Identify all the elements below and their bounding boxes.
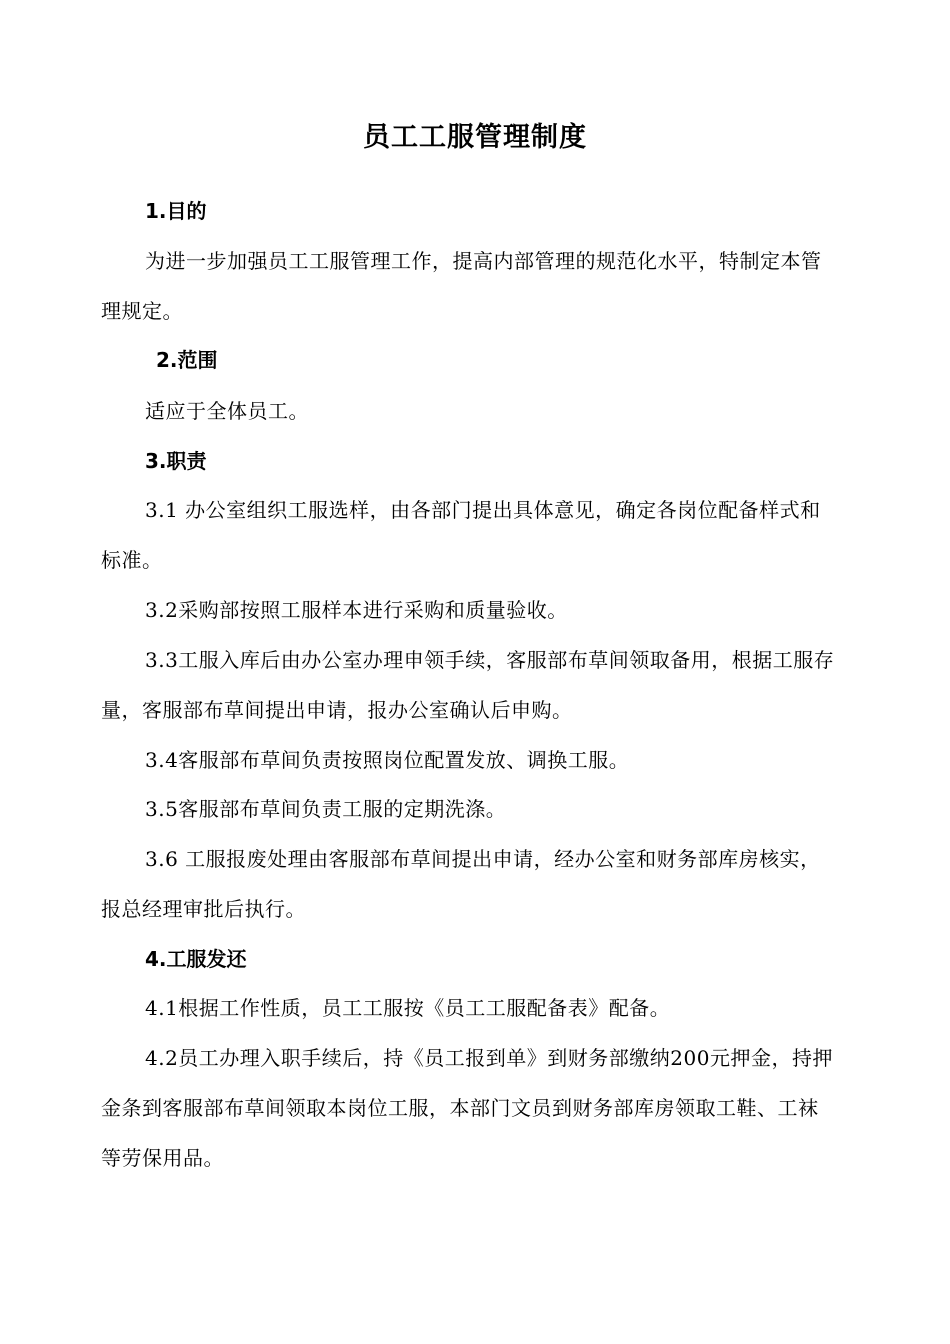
paragraph-3-4: 3.4客服部布草间负责按照岗位配置发放、调换工服。 [145,748,630,772]
paragraph-3-6: 3.6 工服报废处理由客服部布草间提出申请，经办公室和财务部库房核实，报总经理审批后执行。 [101,847,821,921]
paragraph-3-5: 3.5客服部布草间负责工服的定期洗涤。 [145,797,507,821]
section-heading-scope: 2.范围 [156,348,218,372]
section-heading-issuance: 4.工服发还 [145,947,247,971]
section-heading-responsibilities: 3.职责 [145,449,207,473]
document-title: 员工工服管理制度 [363,122,587,153]
paragraph-scope: 适应于全体员工。 [145,399,309,423]
paragraph-3-1: 3.1 办公室组织工服选样，由各部门提出具体意见，确定各岗位配备样式和标准。 [101,498,821,572]
section-heading-purpose: 1.目的 [145,199,207,223]
paragraph-purpose: 为进一步加强员工工服管理工作，提高内部管理的规范化水平，特制定本管理规定。 [101,249,822,323]
paragraph-3-2: 3.2采购部按照工服样本进行采购和质量验收。 [145,598,568,622]
paragraph-4-1: 4.1根据工作性质，员工工服按《员工工服配备表》配备。 [145,996,671,1020]
paragraph-3-3: 3.3工服入库后由办公室办理申领手续，客服部布草间领取备用，根据工服存量，客服部布草间提出申请，报办公室确认后申购。 [101,648,835,722]
paragraph-4-2: 4.2员工办理入职手续后，持《员工报到单》到财务部缴纳200元押金，持押金条到客服部布草间领取本岗位工服，本部门文员到财务部库房领取工鞋、工袜等劳保用品。 [101,1046,833,1170]
